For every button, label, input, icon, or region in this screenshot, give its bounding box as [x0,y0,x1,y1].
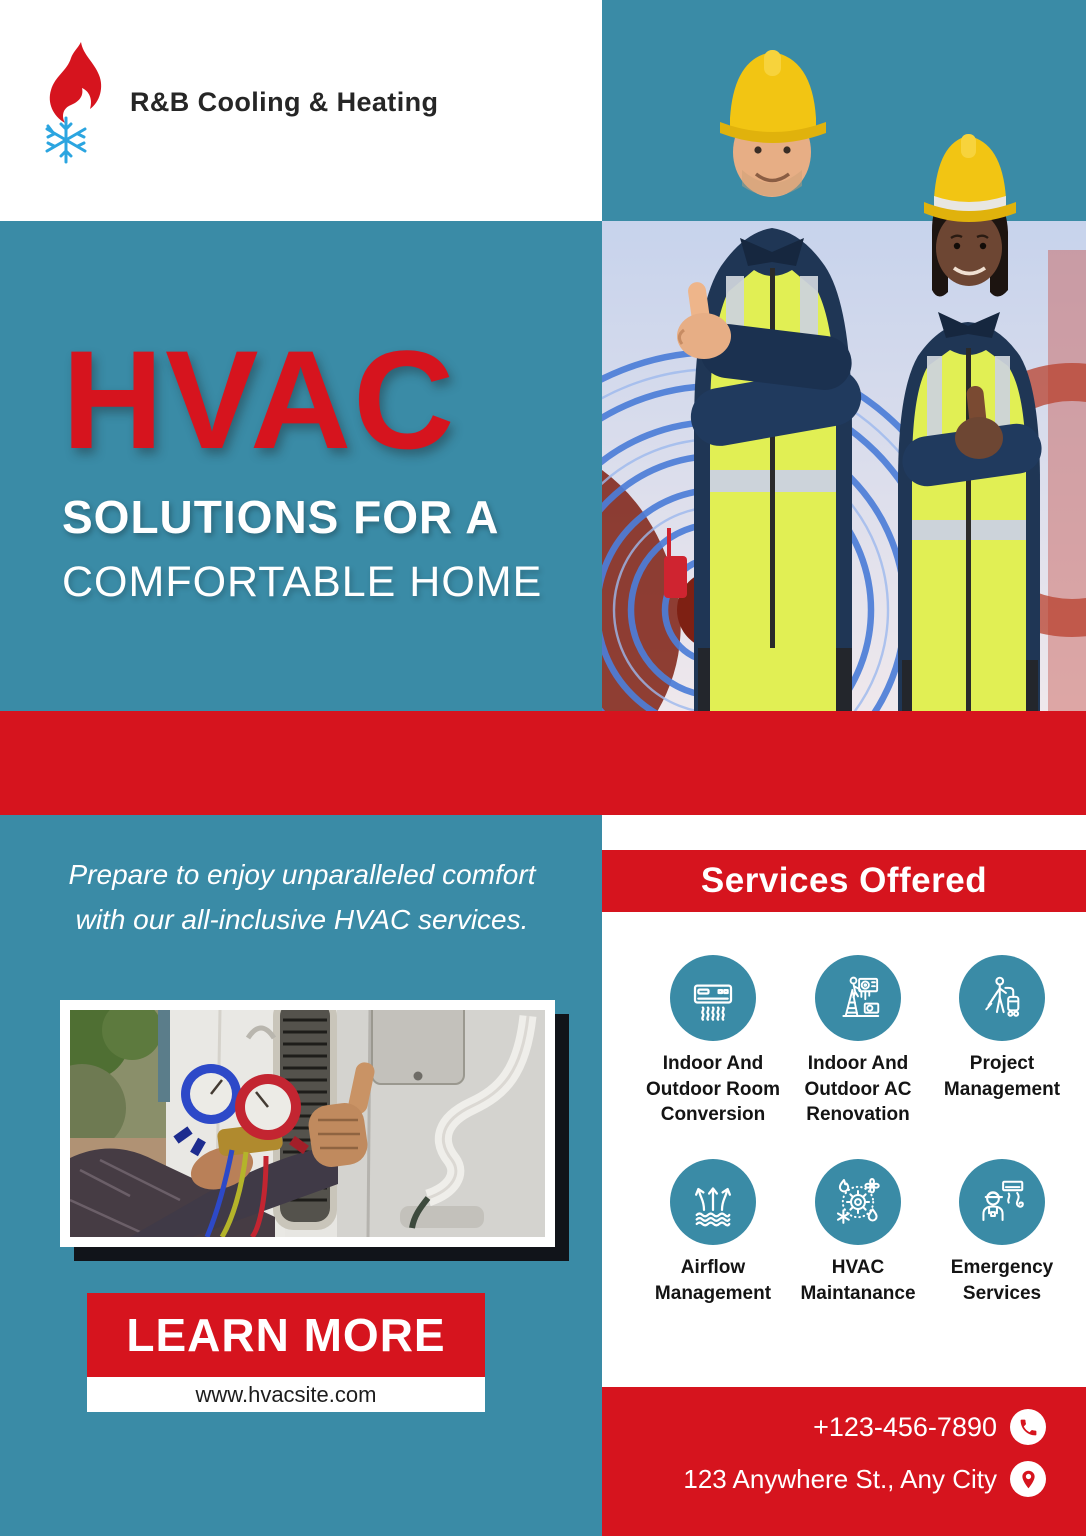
emergency-worker-icon [959,1159,1045,1245]
phone-icon [1010,1409,1046,1445]
service-item: Indoor And Outdoor AC Renovation [778,955,938,1128]
brand-logo [44,36,438,168]
service-item: Indoor And Outdoor Room Conversion [633,955,793,1128]
service-photo [60,1000,555,1247]
ac-unit-icon [670,955,756,1041]
hero-photo [602,0,1086,712]
flame-snowflake-icon [44,36,114,168]
gauge-thumbsup-illustration [70,1010,545,1237]
service-item: HVAC Maintanance [778,1159,938,1306]
address-text: 123 Anywhere St., Any City [683,1463,997,1494]
red-divider-band [0,711,1086,815]
service-item: Project Management [922,955,1082,1102]
contact-address [602,1460,1046,1498]
worker-equipment-icon [959,955,1045,1041]
phone-number: +123-456-7890 [813,1411,997,1442]
gear-elements-icon [815,1159,901,1245]
technicians-photo-illustration [602,0,1086,712]
contact-phone [602,1408,1046,1446]
headline-title: HVAC [62,321,457,478]
headline-line3: COMFORTABLE HOME [62,558,543,606]
headline-line2: SOLUTIONS FOR A [62,491,500,543]
learn-more-button[interactable]: LEARN MORE [87,1293,485,1377]
airflow-arrows-icon [670,1159,756,1245]
technician-ladder-icon [815,955,901,1041]
service-item: Airflow Management [633,1159,793,1306]
intro-text: Prepare to enjoy unparalleled comfort with our all-inclusive HVAC services. [68,859,536,936]
headline-block [62,321,592,607]
location-pin-icon [1010,1461,1046,1497]
brand-name: R&B Cooling & Heating [130,86,439,117]
website-link[interactable]: www.hvacsite.com [87,1377,485,1412]
service-item: Emergency Services [922,1159,1082,1306]
services-header: Services Offered [602,850,1086,912]
